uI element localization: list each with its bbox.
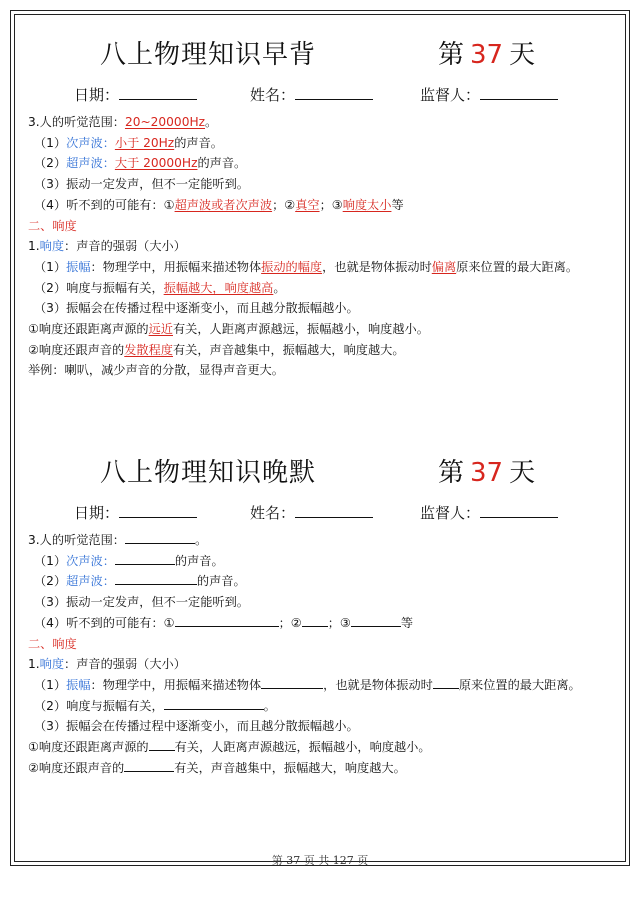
answer: 远近 <box>148 322 173 337</box>
fill-blank[interactable] <box>149 738 175 751</box>
line-amplitude-decay: （3）振幅会在传播过程中逐渐变小，而且越分散振幅越小。 <box>34 301 359 316</box>
term: 超声波 <box>66 574 103 589</box>
day-prefix: 第 <box>438 458 465 488</box>
line-amplitude-relation: （2）响度与振幅有关， 。 <box>34 698 276 713</box>
answer: 偏离 <box>431 259 457 274</box>
day-suffix: 天 <box>509 40 536 70</box>
line-ultrasound: （2）超声波： 的声音。 <box>34 574 246 589</box>
line-vibration: （3）振动一定发声，但不一定能听到。 <box>34 177 249 192</box>
section-heading-loudness: 二、响度 <box>28 636 77 651</box>
evening-title-row <box>28 446 618 494</box>
line-inaudible: （4）听不到的可能有：①超声波或者次声波；②真空；③响度太小等 <box>34 197 404 212</box>
term: 响度 <box>39 239 65 254</box>
name-field[interactable] <box>250 502 373 523</box>
answer: 振动的幅度 <box>261 259 323 274</box>
page-footer: 第 37 页 共 127 页 <box>271 854 369 867</box>
line-hearing-range: 3.人的听觉范围： 。 <box>28 533 208 547</box>
term: 次声波 <box>66 135 103 150</box>
answer: 大于 20000Hz <box>114 156 198 171</box>
line-example: 举例：喇叭，减少声音的分散，显得声音更大。 <box>28 363 284 378</box>
morning-meta-row <box>28 76 618 112</box>
morning-title-row <box>28 28 618 76</box>
day-number: 37 <box>470 458 504 488</box>
answer: 20~20000Hz <box>124 115 206 129</box>
line-distance: ①响度还跟距离声源的远近有关，人距离声源越远，振幅越小，响度越小。 <box>28 322 429 337</box>
fill-blank[interactable] <box>175 614 279 627</box>
evening-day-counter <box>438 452 535 489</box>
evening-sheet <box>28 446 618 778</box>
term: 次声波 <box>66 553 103 568</box>
evening-body <box>28 530 618 778</box>
line-inaudible: （4）听不到的可能有：① ；② ；③ 等 <box>34 615 413 630</box>
fill-blank[interactable] <box>351 614 401 627</box>
answer: 响度太小 <box>342 197 392 212</box>
answer: 发散程度 <box>124 342 173 357</box>
term: 振幅 <box>66 677 91 692</box>
fill-blank[interactable] <box>115 572 197 585</box>
term: 振幅 <box>66 259 91 274</box>
term: 超声波 <box>66 156 103 171</box>
section-heading-loudness: 二、响度 <box>28 218 77 233</box>
fill-blank[interactable] <box>302 614 328 627</box>
evening-title: 八上物理知识晚默 <box>100 458 317 488</box>
fill-blank[interactable] <box>164 697 264 710</box>
supervisor-blank[interactable] <box>480 503 558 518</box>
day-suffix: 天 <box>509 458 536 488</box>
line-amplitude-def: （1）振幅：物理学中，用振幅来描述物体 ，也就是物体振动时 原来位置的最大距离。 <box>34 677 581 692</box>
fill-blank[interactable] <box>261 676 323 689</box>
line-amplitude-relation: （2）响度与振幅有关，振幅越大，响度越高。 <box>34 280 286 295</box>
line-infrasound: （1）次声波：小于 20Hz的声音。 <box>34 135 223 150</box>
day-number: 37 <box>470 40 504 70</box>
answer: 振幅越大，响度越高 <box>163 280 274 295</box>
morning-sheet <box>28 28 618 381</box>
supervisor-field[interactable] <box>420 502 558 523</box>
line-amplitude-decay: （3）振幅会在传播过程中逐渐变小，而且越分散振幅越小。 <box>34 719 359 734</box>
line-loudness-def: 1.响度：声音的强弱（大小） <box>28 239 186 254</box>
day-prefix: 第 <box>438 40 465 70</box>
line-dispersion: ②响度还跟声音的发散程度有关，声音越集中，振幅越大，响度越大。 <box>28 342 405 357</box>
line-amplitude-def: （1）振幅：物理学中，用振幅来描述物体振动的幅度，也就是物体振动时偏离原来位置的最大距离。 <box>34 259 579 274</box>
supervisor-label: 监督人： <box>420 504 481 522</box>
fill-blank[interactable] <box>433 676 459 689</box>
morning-body <box>28 112 618 381</box>
answer: 真空 <box>295 197 320 212</box>
supervisor-field[interactable] <box>420 84 558 105</box>
line-loudness-def: 1.响度：声音的强弱（大小） <box>28 657 186 672</box>
fill-blank[interactable] <box>115 552 175 565</box>
morning-title: 八上物理知识早背 <box>100 40 317 70</box>
line-ultrasound: （2）超声波：大于 20000Hz的声音。 <box>34 156 247 171</box>
evening-meta-row <box>28 494 618 530</box>
date-blank[interactable] <box>119 85 197 100</box>
date-blank[interactable] <box>119 503 197 518</box>
name-label: 姓名： <box>250 504 296 522</box>
line-vibration: （3）振动一定发声，但不一定能听到。 <box>34 595 249 610</box>
date-field[interactable] <box>74 84 197 105</box>
line-infrasound: （1）次声波： 的声音。 <box>34 553 224 568</box>
name-blank[interactable] <box>295 85 373 100</box>
line-hearing-range: 3.人的听觉范围：20~20000Hz。 <box>28 115 218 129</box>
fill-blank[interactable] <box>125 531 195 544</box>
date-label: 日期： <box>74 86 120 104</box>
fill-blank[interactable] <box>124 759 174 772</box>
line-distance: ①响度还跟距离声源的 有关，人距离声源越远，振幅越小，响度越小。 <box>28 740 431 755</box>
supervisor-label: 监督人： <box>420 86 481 104</box>
answer: 小于 20Hz <box>114 135 175 150</box>
name-blank[interactable] <box>295 503 373 518</box>
date-label: 日期： <box>74 504 120 522</box>
name-label: 姓名： <box>250 86 296 104</box>
term: 响度 <box>39 657 65 672</box>
date-field[interactable] <box>74 502 197 523</box>
supervisor-blank[interactable] <box>480 85 558 100</box>
name-field[interactable] <box>250 84 373 105</box>
morning-day-counter <box>438 34 535 71</box>
answer: 超声波或者次声波 <box>174 197 273 212</box>
line-dispersion: ②响度还跟声音的 有关，声音越集中，振幅越大，响度越大。 <box>28 760 406 775</box>
